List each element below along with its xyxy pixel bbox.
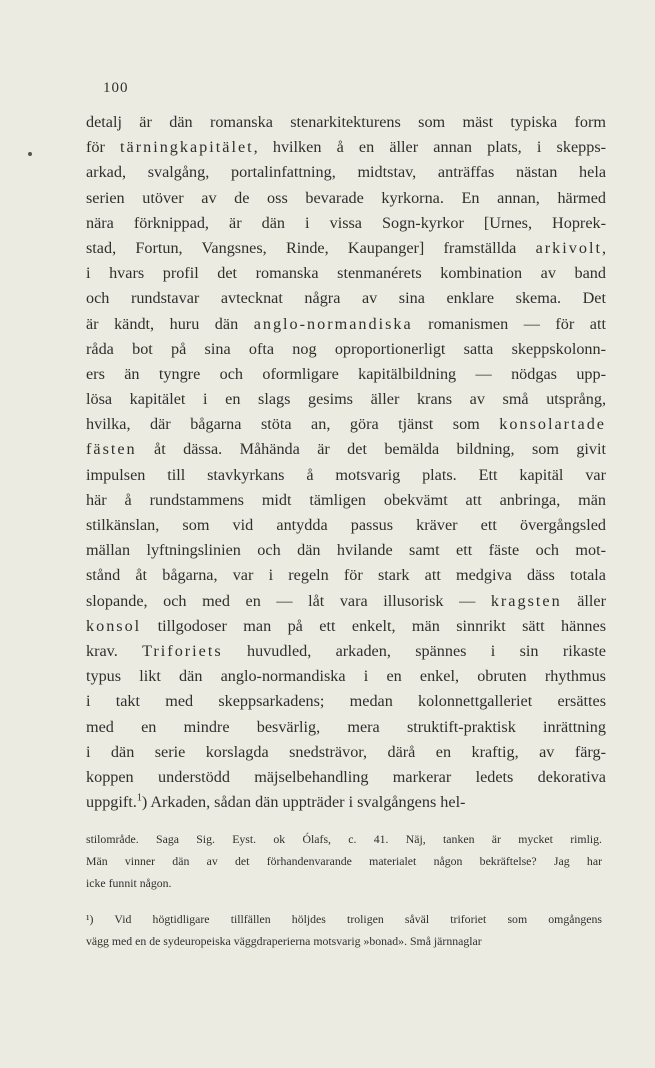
text-line (86, 312, 606, 337)
text-run: nära förknippad, är dän i vissa Sogn-kyrkor [Urnes, Hoprek- (86, 213, 606, 232)
text-run: serien utöver av de oss bevarade kyrkorna. En annan, härmed (86, 188, 606, 207)
text-line (86, 740, 606, 765)
text-run: typus likt dän anglo-normandiska i en enkel, obruten rhythmus (86, 667, 606, 686)
text-line (86, 589, 606, 614)
text-run: stånd åt bågarna, var i regeln för stark att medgiva däss totala (86, 566, 606, 585)
text-run: krav. (86, 641, 143, 660)
text-line (86, 211, 606, 236)
text-run: stad, Fortun, Vangsnes, Rinde, Kaupanger] framställda (86, 238, 536, 257)
text-line (86, 765, 606, 790)
text-line (86, 664, 606, 689)
text-line (86, 463, 606, 488)
body-text (86, 110, 606, 815)
text-run: tillgodoser man på ett enkelt, män sinnrikt sätt hännes (141, 616, 606, 635)
text-run: arkad, svalgång, portalinfattning, midtstav, anträffas nästan hela (86, 163, 606, 182)
text-line (86, 790, 606, 815)
text-run: hvilka, där bågarna stöta an, göra tjänst som (86, 415, 500, 434)
text-run: koppen understödd mäjselbehandling markerar ledets dekorativa (86, 767, 606, 786)
text-line (86, 488, 606, 513)
text-run: i dän serie korslagda snedsträvor, därå en kraftig, av färg- (86, 742, 606, 761)
text-line (86, 513, 606, 538)
spaced-term: arkivolt (535, 238, 602, 257)
text-line (86, 135, 606, 160)
margin-mark (28, 152, 32, 156)
text-line (86, 186, 606, 211)
spaced-term: Triforiets (142, 641, 223, 660)
text-run: äller (561, 591, 606, 610)
footnote-line: ¹) Vid högtidligare tillfällen höljdes troligen såväl triforiet som omgångens (86, 911, 602, 926)
text-line (86, 614, 606, 639)
text-run: , (601, 238, 606, 257)
text-line (86, 412, 606, 437)
text-line (86, 160, 606, 185)
footnote-1 (86, 908, 602, 952)
text-run: huvudled, arkaden, spännes i sin rikaste (222, 641, 606, 660)
footnote-line: icke funnit någon. (86, 876, 172, 891)
text-run: råda bot på sina ofta nog oproportionerligt satta skeppskolonn- (86, 339, 606, 358)
text-line (86, 110, 606, 135)
text-run: åt dässa. Måhända är det bemälda bildning, som givit (136, 440, 606, 459)
footnote-ref: 1 (136, 792, 142, 804)
text-run: här å rundstammens midt tämligen obekvämt att anbringa, män (86, 490, 606, 509)
footnote-line: Män vinner dän av det förhandenvarande materialet någon bekräftelse? Jag har (86, 854, 602, 869)
spaced-term: konsolartade (499, 415, 606, 434)
text-run: detalj är dän romanska stenarkitekturens som mäst typiska form (86, 113, 606, 131)
text-run: slopande, och med en — låt vara illusorisk — (86, 591, 491, 610)
text-line (86, 639, 606, 664)
text-line (86, 337, 606, 362)
text-line (86, 362, 606, 387)
text-run: mällan lyftningslinien och dän hvilande samt ett fäste och mot- (86, 541, 606, 560)
spaced-term: anglo-normandiska (253, 314, 413, 333)
text-line (86, 538, 606, 563)
text-run: romanismen — för att (412, 314, 606, 333)
footnotes (86, 828, 602, 952)
text-run: uppgift. (86, 793, 137, 812)
text-run: lösa kapitälet i en slags gesims äller krans av små utsprång, (86, 390, 606, 409)
text-run: ) Arkaden, sådan dän uppträder i svalgångens hel- (141, 793, 466, 812)
text-line (86, 387, 606, 412)
page-number: 100 (103, 80, 129, 96)
text-line (86, 261, 606, 286)
text-run: med en mindre besvärlig, mera struktift-praktisk inrättning (86, 717, 606, 736)
footnote-line: stilområde. Saga Sig. Eyst. ok Ólafs, c. 41. Näj, tanken är mycket rimlig. (86, 832, 602, 846)
spaced-term: tärningkapitälet (120, 138, 254, 157)
text-line (86, 563, 606, 588)
spaced-term: konsol (86, 616, 142, 635)
spaced-term: kragsten (490, 591, 562, 610)
text-run: är kändt, huru dän (86, 314, 254, 333)
text-run: , hvilken å en äller annan plats, i skepps- (253, 138, 607, 157)
spaced-term: fästen (86, 440, 137, 459)
text-line (86, 689, 606, 714)
footnote-line: vägg med en de sydeuropeiska väggdraperierna motsvarig »bonad». Små järnnaglar (86, 933, 482, 948)
text-run: i takt med skeppsarkadens; medan kolonnettgalleriet ersättes (86, 692, 606, 711)
text-run: stilkänslan, som vid antydda passus kräver ett övergångsled (86, 516, 606, 534)
text-line (86, 236, 606, 261)
text-run: i hvars profil det romanska stenmanérets kombination av band (86, 264, 606, 283)
text-run: och rundstavar avtecknat några av sina enklare skema. Det (86, 289, 606, 308)
text-run: för (86, 138, 121, 157)
text-run: impulsen till stavkyrkans å motsvarig plats. Ett kapitäl var (86, 465, 606, 484)
text-line (86, 715, 606, 740)
text-run: ers än tyngre och oformligare kapitälbildning — nödgas upp- (86, 364, 606, 383)
footnote-continuation (86, 828, 602, 895)
text-line (86, 286, 606, 311)
text-line (86, 437, 606, 462)
